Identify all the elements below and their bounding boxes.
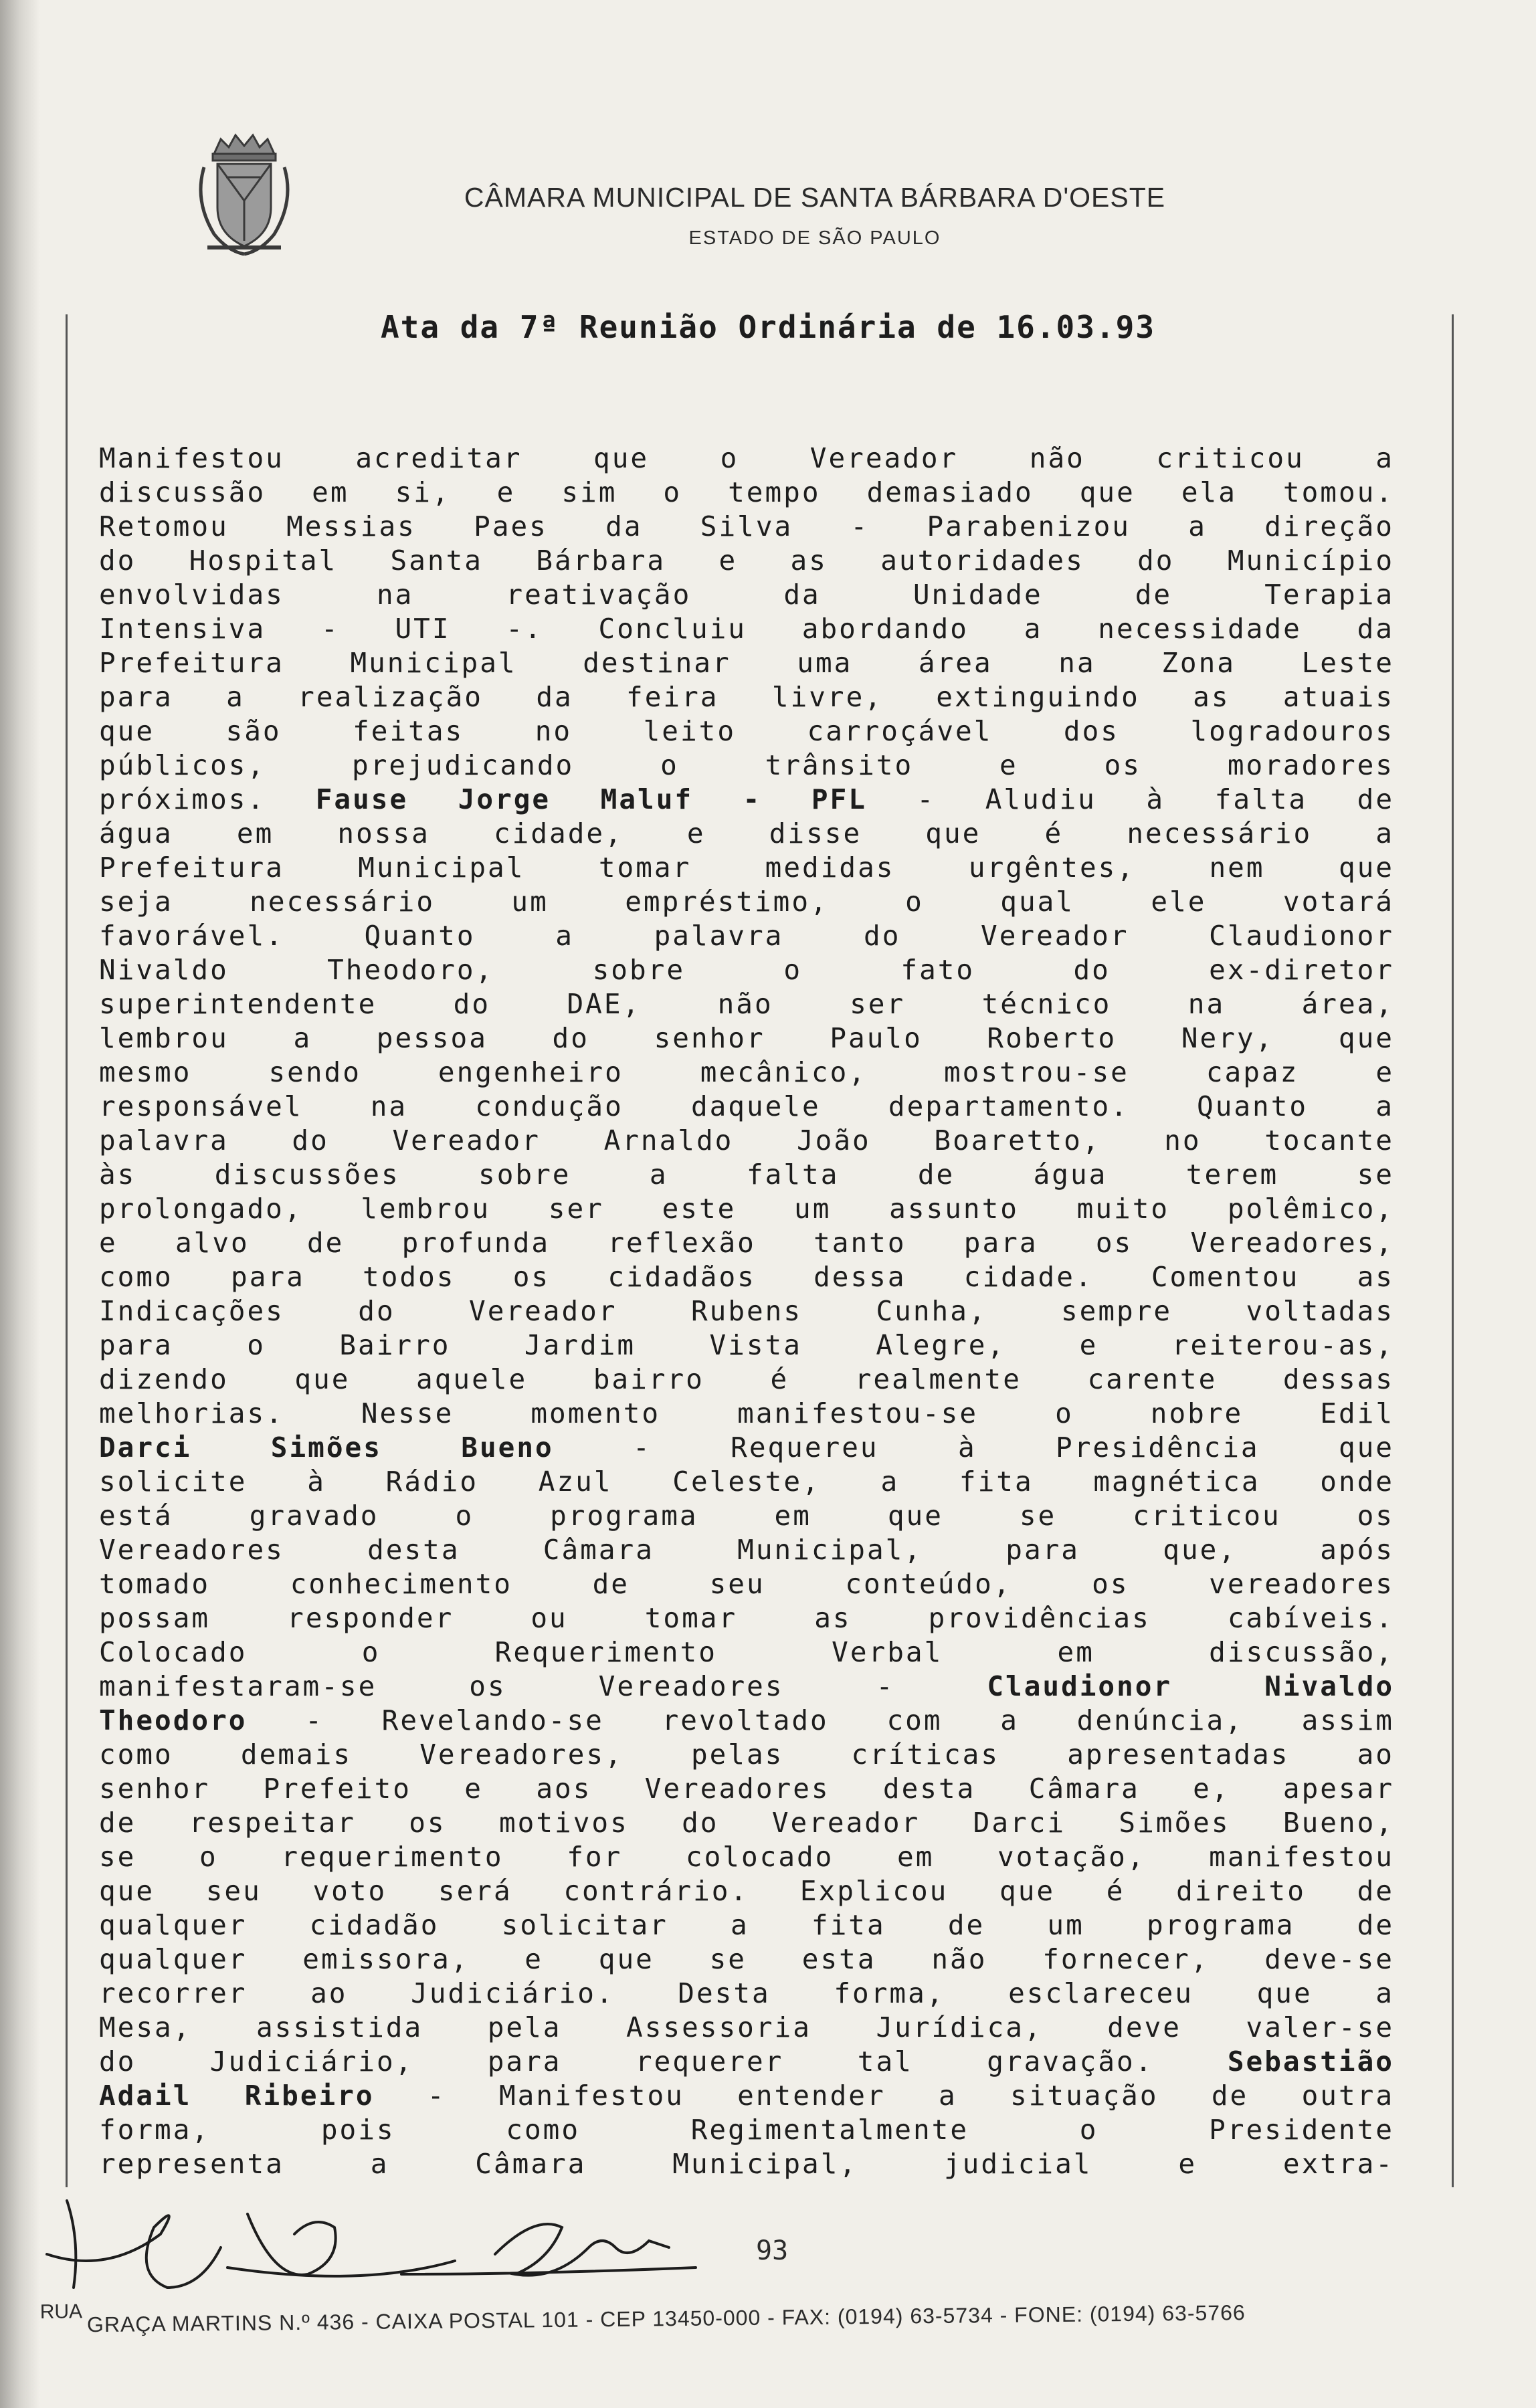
text-run: envolvidas na reativação da Unidade de Terapia bbox=[99, 579, 1394, 611]
text-run: melhorias. Nesse momento manifestou-se o nobre Edil bbox=[99, 1397, 1394, 1429]
text-run: - Requereu à Presidência que bbox=[553, 1431, 1394, 1464]
text-line bbox=[99, 1124, 1394, 1158]
text-line bbox=[99, 1226, 1394, 1260]
minutes-body bbox=[99, 441, 1394, 2181]
text-line bbox=[99, 1397, 1394, 1431]
text-line bbox=[99, 578, 1394, 612]
text-run: mesmo sendo engenheiro mecânico, mostrou-se capaz e bbox=[99, 1056, 1394, 1088]
text-line bbox=[99, 1192, 1394, 1226]
text-line bbox=[99, 783, 1394, 817]
text-line bbox=[99, 1260, 1394, 1294]
text-line bbox=[99, 544, 1394, 578]
text-run: qualquer cidadão solicitar a fita de um programa de bbox=[99, 1909, 1394, 1941]
text-run: senhor Prefeito e aos Vereadores desta Câmara e, apesar bbox=[99, 1773, 1394, 1805]
speaker-name: Darci Simões Bueno bbox=[99, 1431, 554, 1464]
text-line bbox=[99, 1874, 1394, 1908]
text-run: Manifestou acreditar que o Vereador não criticou a bbox=[99, 442, 1394, 474]
text-line bbox=[99, 1465, 1394, 1499]
text-line bbox=[99, 1021, 1394, 1056]
text-run: está gravado o programa em que se criticou os bbox=[99, 1500, 1394, 1532]
text-run: para a realização da feira livre, extinguindo as atuais bbox=[99, 681, 1394, 713]
text-run: palavra do Vereador Arnaldo João Boaretto, no tocante bbox=[99, 1124, 1394, 1157]
text-line bbox=[99, 1431, 1394, 1465]
text-run: solicite à Rádio Azul Celeste, a fita magnética onde bbox=[99, 1466, 1394, 1498]
text-run: qualquer emissora, e que se esta não fornecer, deve-se bbox=[99, 1943, 1394, 1975]
footer-rua: RUA bbox=[39, 2300, 83, 2324]
text-line bbox=[99, 1635, 1394, 1670]
text-line bbox=[99, 2045, 1394, 2079]
text-line bbox=[99, 612, 1394, 646]
text-run: seja necessário um empréstimo, o qual ele votará bbox=[99, 886, 1394, 918]
text-line bbox=[99, 1567, 1394, 1601]
speaker-name: Claudionor Nivaldo bbox=[987, 1670, 1394, 1702]
text-line bbox=[99, 1090, 1394, 1124]
signatures bbox=[27, 2174, 763, 2308]
state-name: ESTADO DE SÃO PAULO bbox=[688, 227, 941, 249]
text-run: dizendo que aquele bairro é realmente carente dessas bbox=[99, 1363, 1394, 1395]
text-line bbox=[99, 953, 1394, 987]
text-line bbox=[99, 1670, 1394, 1704]
text-line bbox=[99, 1738, 1394, 1772]
speaker-name: Theodoro bbox=[99, 1704, 248, 1736]
text-run: forma, pois como Regimentalmente o Presidente bbox=[99, 2114, 1394, 2146]
margin-rule-left bbox=[66, 314, 68, 2187]
text-line bbox=[99, 748, 1394, 783]
footer-address-text: GRAÇA MARTINS N.º 436 - CAIXA POSTAL 101 - CEP 13450-000 - FAX: (0194) 63-5734 - FONE: (0194) 63-5766 bbox=[86, 2300, 1246, 2337]
text-run: favorável. Quanto a palavra do Vereador Claudionor bbox=[99, 920, 1394, 952]
text-line bbox=[99, 1328, 1394, 1363]
text-run: lembrou a pessoa do senhor Paulo Roberto Nery, que bbox=[99, 1022, 1394, 1054]
text-line bbox=[99, 2113, 1394, 2147]
text-run: Retomou Messias Paes da Silva - Parabenizou a direção bbox=[99, 510, 1394, 542]
text-run: - Revelando-se revoltado com a denúncia, assim bbox=[247, 1704, 1394, 1736]
text-run: discussão em si, e sim o tempo demasiado que ela tomou. bbox=[99, 476, 1394, 508]
text-line bbox=[99, 1158, 1394, 1192]
text-run: responsável na condução daquele departamento. Quanto a bbox=[99, 1090, 1394, 1122]
text-run: recorrer ao Judiciário. Desta forma, esclareceu que a bbox=[99, 1977, 1394, 2009]
text-line bbox=[99, 1806, 1394, 1840]
text-line bbox=[99, 851, 1394, 885]
text-line bbox=[99, 2011, 1394, 2045]
text-run: próximos. bbox=[99, 783, 316, 815]
speaker-name: Fause Jorge Maluf - PFL bbox=[315, 783, 867, 815]
text-run: representa a Câmara Municipal, judicial e extra- bbox=[99, 2148, 1394, 2180]
text-line bbox=[99, 1772, 1394, 1806]
page-number: 93 bbox=[756, 2235, 789, 2266]
text-run: água em nossa cidade, e disse que é necessário a bbox=[99, 817, 1394, 849]
text-line bbox=[99, 1601, 1394, 1635]
institution-name: CÂMARA MUNICIPAL DE SANTA BÁRBARA D'OESTE bbox=[464, 182, 1166, 213]
binding-shadow bbox=[0, 0, 40, 2408]
text-run: - Manifestou entender a situação de outra bbox=[374, 2080, 1394, 2112]
text-line bbox=[99, 1840, 1394, 1874]
text-line bbox=[99, 817, 1394, 851]
text-run: Vereadores desta Câmara Municipal, para que, após bbox=[99, 1534, 1394, 1566]
text-line bbox=[99, 1363, 1394, 1397]
text-line bbox=[99, 1499, 1394, 1533]
text-run: Nivaldo Theodoro, sobre o fato do ex-diretor bbox=[99, 954, 1394, 986]
text-run: como demais Vereadores, pelas críticas apresentadas ao bbox=[99, 1738, 1394, 1771]
text-line bbox=[99, 646, 1394, 680]
text-run: às discussões sobre a falta de água terem se bbox=[99, 1159, 1394, 1191]
text-run: do Hospital Santa Bárbara e as autoridades do Município bbox=[99, 544, 1394, 577]
text-run: Prefeitura Municipal tomar medidas urgêntes, nem que bbox=[99, 851, 1394, 884]
text-run: Prefeitura Municipal destinar uma área na Zona Leste bbox=[99, 647, 1394, 679]
text-line bbox=[99, 510, 1394, 544]
text-run: como para todos os cidadãos dessa cidade. Comentou as bbox=[99, 1261, 1394, 1293]
text-run: superintendente do DAE, não ser técnico na área, bbox=[99, 988, 1394, 1020]
text-run: do Judiciário, para requerer tal gravação. bbox=[99, 2045, 1228, 2078]
text-line bbox=[99, 1908, 1394, 1942]
text-line bbox=[99, 441, 1394, 476]
text-line bbox=[99, 1942, 1394, 1977]
speaker-name: Adail Ribeiro bbox=[99, 2080, 375, 2112]
speaker-name: Sebastião bbox=[1227, 2045, 1394, 2078]
text-run: Mesa, assistida pela Assessoria Jurídica, deve valer-se bbox=[99, 2011, 1394, 2043]
text-line bbox=[99, 1977, 1394, 2011]
text-line bbox=[99, 1533, 1394, 1567]
text-run: se o requerimento for colocado em votação, manifestou bbox=[99, 1841, 1394, 1873]
text-line bbox=[99, 1704, 1394, 1738]
text-run: de respeitar os motivos do Vereador Darci Simões Bueno, bbox=[99, 1807, 1394, 1839]
text-run: prolongado, lembrou ser este um assunto muito polêmico, bbox=[99, 1193, 1394, 1225]
text-run: - Aludiu à falta de bbox=[866, 783, 1395, 815]
text-run: Colocado o Requerimento Verbal em discussão, bbox=[99, 1636, 1394, 1668]
text-line bbox=[99, 1294, 1394, 1328]
margin-rule-right bbox=[1452, 314, 1454, 2187]
text-line bbox=[99, 1056, 1394, 1090]
text-run: tomado conhecimento de seu conteúdo, os vereadores bbox=[99, 1568, 1394, 1600]
text-run: manifestaram-se os Vereadores - bbox=[99, 1670, 987, 1702]
text-run: possam responder ou tomar as providências cabíveis. bbox=[99, 1602, 1394, 1634]
text-run: e alvo de profunda reflexão tanto para os Vereadores, bbox=[99, 1227, 1394, 1259]
text-run: que seu voto será contrário. Explicou que é direito de bbox=[99, 1875, 1394, 1907]
text-line bbox=[99, 885, 1394, 919]
document-title: Ata da 7ª Reunião Ordinária de 16.03.93 bbox=[380, 309, 1156, 345]
text-line bbox=[99, 476, 1394, 510]
text-run: públicos, prejudicando o trânsito e os moradores bbox=[99, 749, 1394, 781]
text-line bbox=[99, 919, 1394, 953]
text-run: Indicações do Vereador Rubens Cunha, sempre voltadas bbox=[99, 1295, 1394, 1327]
text-run: Intensiva - UTI -. Concluiu abordando a necessidade da bbox=[99, 613, 1394, 645]
text-run: que são feitas no leito carroçável dos logradouros bbox=[99, 715, 1394, 747]
text-line bbox=[99, 2079, 1394, 2113]
text-line bbox=[99, 987, 1394, 1021]
text-line bbox=[99, 680, 1394, 714]
text-run: para o Bairro Jardim Vista Alegre, e reiterou-as, bbox=[99, 1329, 1394, 1361]
text-line bbox=[99, 714, 1394, 748]
